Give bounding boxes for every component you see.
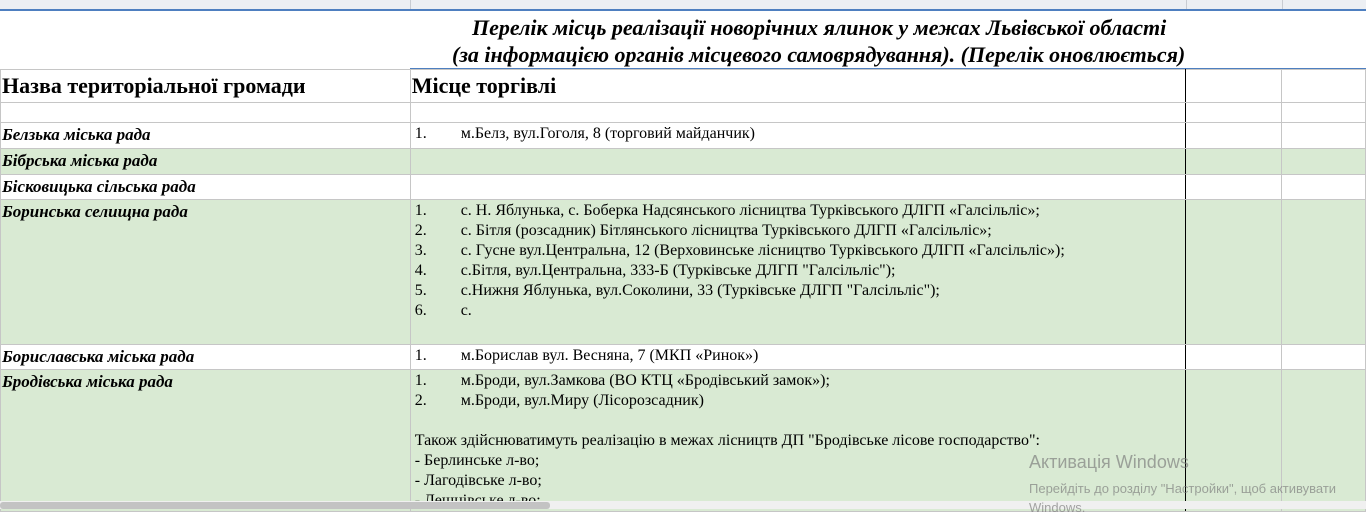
cell[interactable] [1186,149,1282,175]
cell[interactable] [1282,175,1366,200]
item-text: с.Бітля, вул.Центральна, 333-Б (Турківське ДЛГП "Галсільліс"); [460,262,896,279]
item-number: 3. [414,242,427,259]
item-number: 4. [414,262,427,279]
cell[interactable] [410,175,1186,200]
list-item [415,201,1184,221]
cell[interactable] [1,345,411,370]
item-number: 2. [414,222,427,239]
list-item [415,371,1184,391]
spreadsheet-grid [0,69,1366,512]
list-item [415,391,1184,411]
column-divider[interactable] [1282,0,1283,9]
cell[interactable] [410,103,1186,123]
item-number: 1. [414,125,427,142]
windows-activation-watermark [1029,452,1366,517]
community-name: Бориславська міська рада [2,347,195,366]
activation-title: Активація Windows [1029,452,1189,472]
community-name: Боринська селищна рада [2,202,188,221]
community-name: Бібрська міська рада [2,151,158,170]
cell[interactable] [1186,70,1282,103]
cell[interactable] [410,345,1186,370]
list-item [415,346,1184,366]
blank-row [1,103,1366,123]
header-row [1,70,1366,103]
cell[interactable] [1282,123,1366,149]
cell[interactable] [1282,149,1366,175]
item-number: 2. [414,392,427,409]
table-row [1,123,1366,149]
forestry-item: - Лагодівське л-во; [414,472,542,489]
item-text: с. [460,302,472,319]
cell[interactable] [1282,70,1366,103]
title-line-1[interactable]: Перелік місць реалізації новорічних ялинок у межах Львівської області [472,15,1167,40]
column-heading-community: Назва територіальної громади [2,73,306,98]
list-item [415,261,1184,281]
community-name: Белзька міська рада [2,125,151,144]
cell[interactable] [1186,103,1282,123]
item-number: 1. [414,202,427,219]
cell[interactable] [410,200,1186,345]
community-name: Бісковицька сільська рада [2,177,196,196]
cell[interactable] [1282,103,1366,123]
activation-text: Перейдіть до розділу "Настройки", щоб активувати Windows. [1029,481,1337,515]
column-divider[interactable] [1186,0,1187,9]
list-item [415,124,1184,144]
item-text: с.Нижня Яблунька, вул.Соколини, 33 (Турківське ДЛГП "Галсільліс"); [460,282,940,299]
cell[interactable] [1,123,411,149]
list-item [415,281,1184,301]
horizontal-scrollbar-thumb[interactable] [0,502,550,509]
cell[interactable] [1186,200,1282,345]
list-item [415,221,1184,241]
table-row [1,200,1366,345]
forestry-item: - Берлинське л-во; [414,452,540,469]
cell[interactable] [1282,200,1366,345]
list-item [415,301,1184,321]
cell[interactable] [410,70,1186,103]
cell[interactable] [410,123,1186,149]
forestry-note: Також здійснюватимуть реалізацію в межах лісництв ДП "Бродівське лісове господарство": [414,432,1040,449]
column-heading-place: Місце торгівлі [411,73,557,98]
column-header-strip [0,0,1366,11]
cell[interactable] [1,149,411,175]
item-text: м.Белз, вул.Гоголя, 8 (торговий майданчик) [460,125,755,142]
item-number: 5. [414,282,427,299]
cell[interactable] [1186,345,1282,370]
item-text: с. Гусне вул.Центральна, 12 (Верховинське лісництво Турківського ДЛГП «Галсільліс»); [460,242,1065,259]
list-item [415,241,1184,261]
cell[interactable] [1,200,411,345]
cell[interactable] [1,70,411,103]
item-text: с. Н. Яблунька, с. Боберка Надсянського лісництва Турківського ДЛГП «Галсільліс»; [460,202,1040,219]
item-text: м.Броди, вул.Миру (Лісорозсадник) [460,392,704,409]
item-text: м.Борислав вул. Весняна, 7 (МКП «Ринок») [460,347,759,364]
cell[interactable] [1,103,411,123]
table-row [1,345,1366,370]
cell[interactable] [1186,175,1282,200]
cell[interactable] [1186,123,1282,149]
table-row [1,149,1366,175]
title-line-2[interactable]: (за інформацією органів місцевого самоврядування). (Перелік оновлюється) [452,42,1186,67]
community-name: Бродівська міська рада [2,372,173,391]
table-row [1,175,1366,200]
column-divider[interactable] [410,0,411,9]
item-text: с. Бітля (розсадник) Бітлянського лісництва Турківського ДЛГП «Галсільліс»; [460,222,992,239]
item-number: 1. [414,372,427,389]
cell[interactable] [410,149,1186,175]
cell[interactable] [1282,345,1366,370]
item-text: м.Броди, вул.Замкова (ВО КТЦ «Бродівський замок»); [460,372,830,389]
cell[interactable] [1,370,411,512]
item-number: 6. [414,302,427,319]
item-number: 1. [414,347,427,364]
cell[interactable] [1,175,411,200]
